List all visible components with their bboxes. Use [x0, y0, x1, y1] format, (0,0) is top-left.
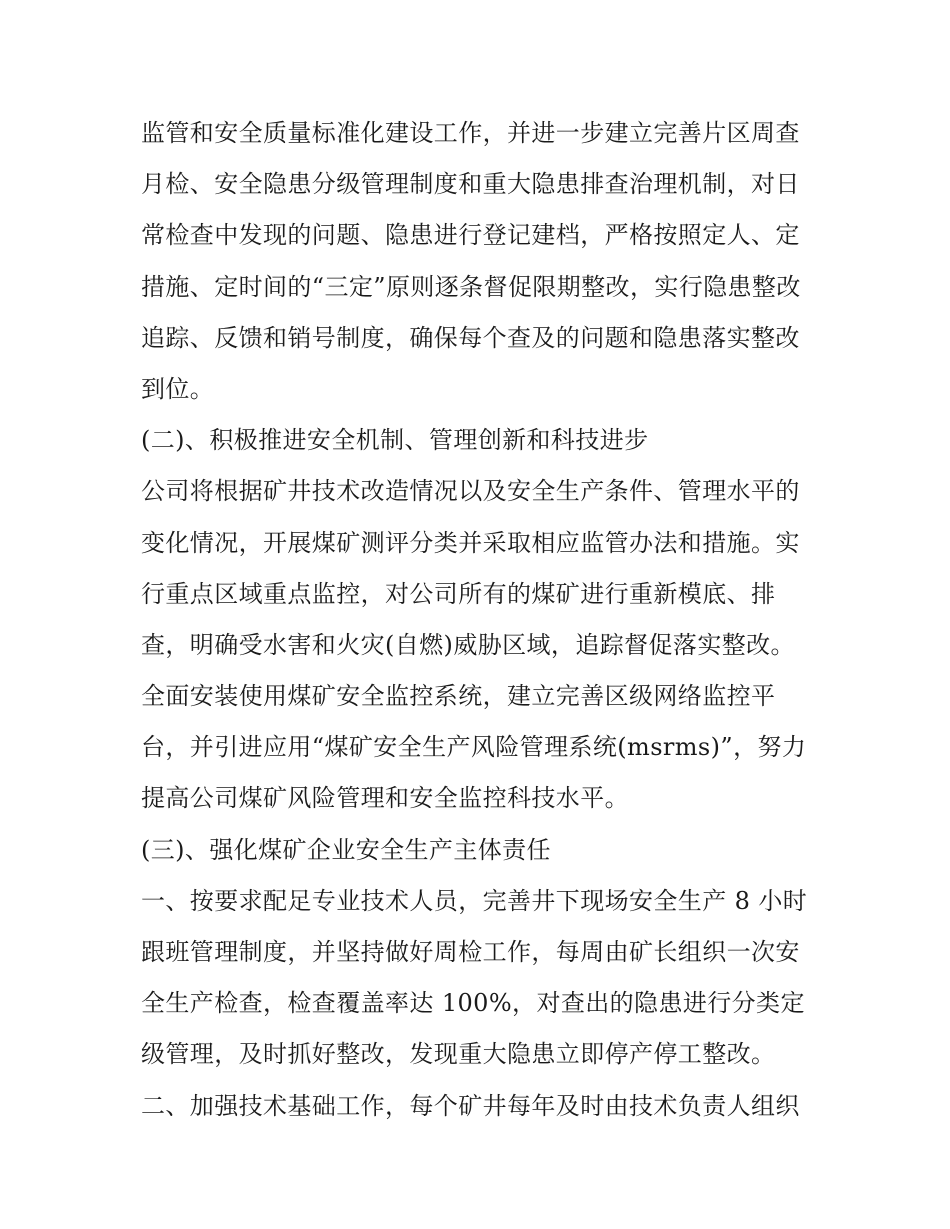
paragraph-line: 常检查中发现的问题、隐患进行登记建档，严格按照定人、定: [141, 221, 800, 250]
paragraph-line: 级管理，及时抓好整改，发现重大隐患立即停产停工整改。: [141, 1040, 776, 1069]
section-heading: (二)、积极推进安全机制、管理创新和科技进步: [141, 426, 649, 455]
paragraph-line: 公司将根据矿井技术改造情况以及安全生产条件、管理水平的: [141, 477, 800, 506]
paragraph-line: 跟班管理制度，并坚持做好周检工作，每周由矿长组织一次安: [141, 938, 800, 966]
paragraph-line: 查，明确受水害和火灾(自燃)威胁区域，追踪督促落实整改。: [141, 630, 795, 659]
paragraph-line: 变化情况，开展煤矿测评分类并采取相应监管办法和措施。实: [141, 528, 800, 557]
body-text: [141, 108, 821, 1132]
paragraph-line: 二、加强技术基础工作，每个矿井每年及时由技术负责人组织: [141, 1091, 800, 1120]
paragraph-line: 监管和安全质量标准化建设工作，并进一步建立完善片区周查: [141, 119, 800, 147]
paragraph-line: 措施、定时间的“三定”原则逐条督促限期整改，实行隐患整改: [141, 272, 801, 301]
paragraph-line: 全面安装使用煤矿安全监控系统，建立完善区级网络监控平: [141, 682, 776, 711]
paragraph-line: 台，并引进应用“煤矿安全生产风险管理系统(msrms)”，努力: [141, 733, 807, 762]
paragraph-line: 追踪、反馈和销号制度，确保每个查及的问题和隐患落实整改: [141, 323, 800, 352]
paragraph-line: 全生产检查，检查覆盖率达 100%，对查出的隐患进行分类定: [141, 989, 805, 1018]
section-heading: (三)、强化煤矿企业安全生产主体责任: [141, 835, 551, 864]
paragraph-line: 提高公司煤矿风险管理和安全监控科技水平。: [141, 784, 629, 813]
paragraph-line: 到位。: [141, 374, 215, 403]
paragraph-line: 月检、安全隐患分级管理制度和重大隐患排查治理机制，对日: [141, 170, 800, 199]
paragraph-line: 一、按要求配足专业技术人员，完善井下现场安全生产 8 小时: [141, 886, 808, 915]
paragraph-line: 行重点区域重点监控，对公司所有的煤矿进行重新模底、排: [141, 579, 776, 608]
